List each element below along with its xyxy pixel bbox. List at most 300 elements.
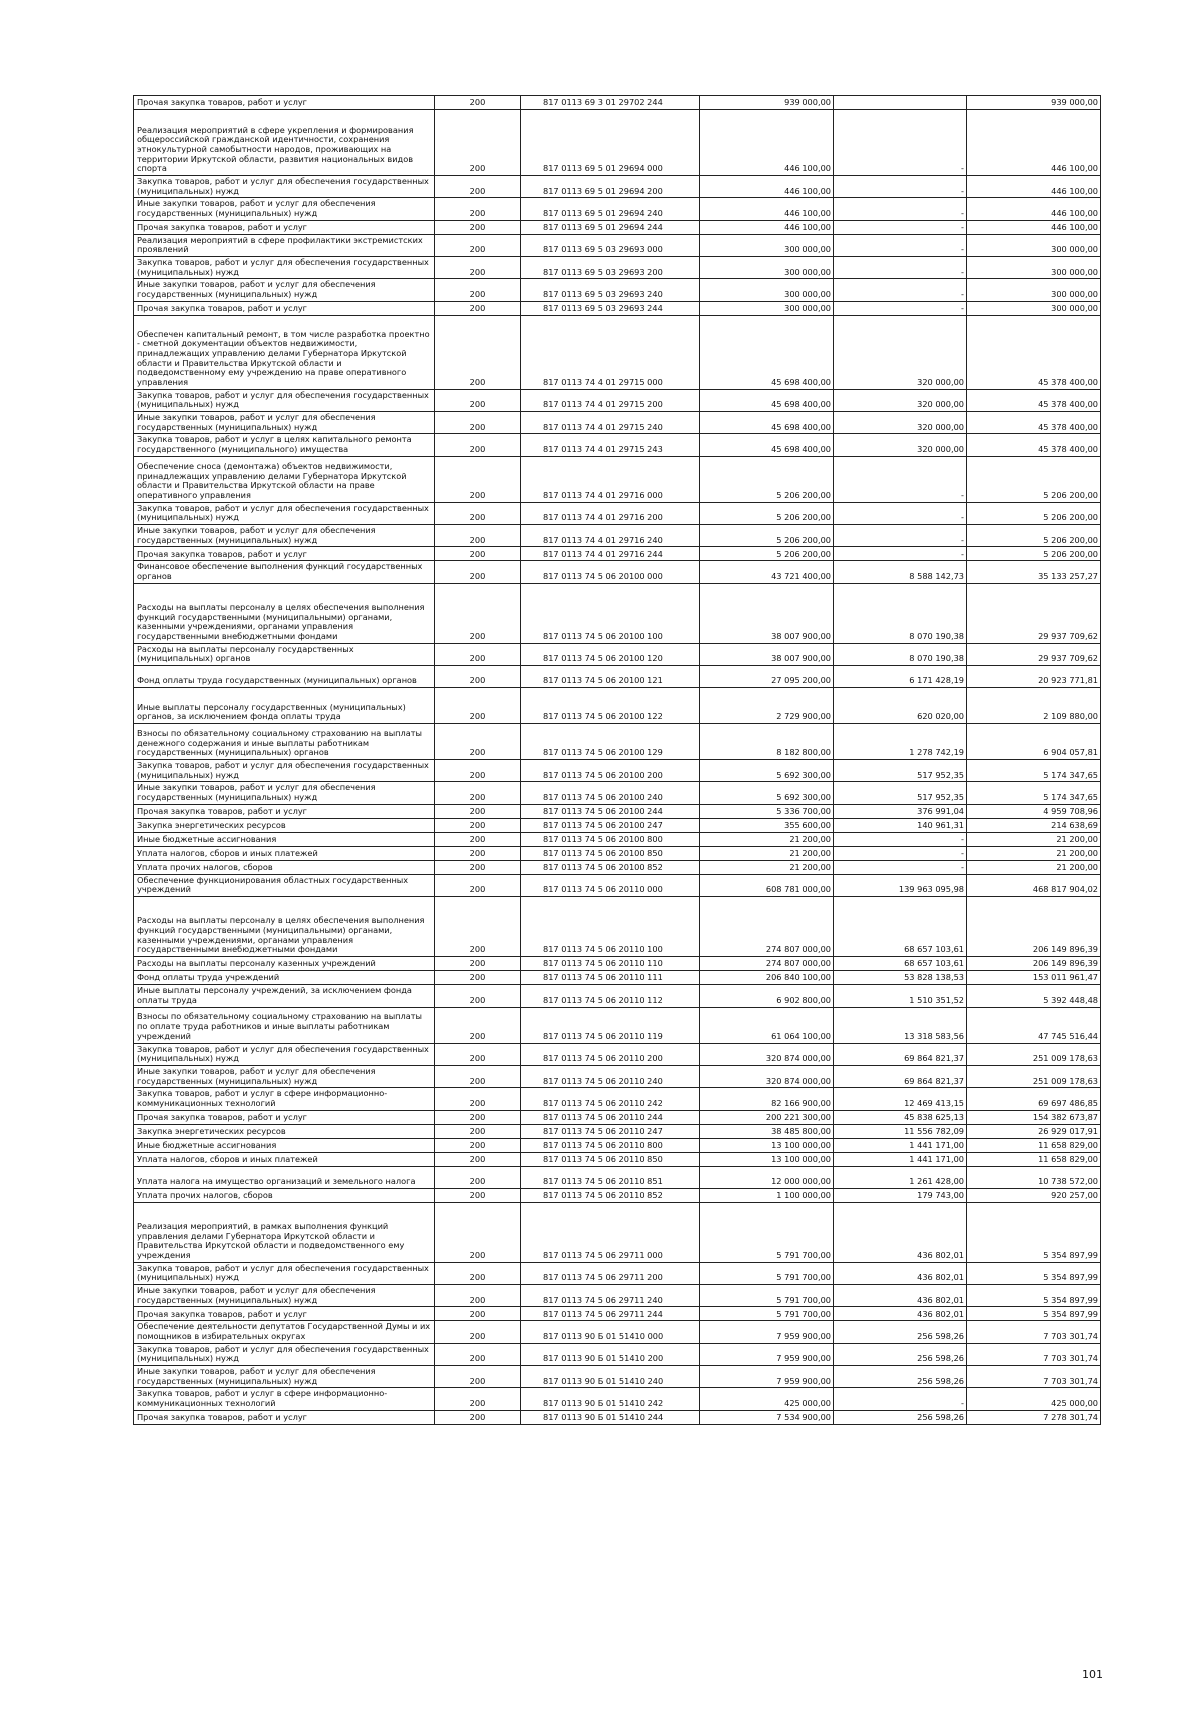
cell-name: Обеспечение функционирования областных государственных учреждений: [134, 874, 435, 896]
cell-code: 817 0113 69 3 01 29702 244: [521, 96, 700, 110]
cell-executed: -: [834, 860, 967, 874]
cell-name: Иные закупки товаров, работ и услуг для обеспечения государственных (муниципальных) нужд: [134, 279, 435, 301]
cell-approved: 21 200,00: [700, 860, 834, 874]
cell-line: 200: [435, 1410, 521, 1424]
cell-code: 817 0113 74 5 06 20110 000: [521, 874, 700, 896]
table-body: [134, 96, 1101, 1425]
table-row: [134, 525, 1101, 547]
cell-approved: 355 600,00: [700, 818, 834, 832]
table-row: [134, 583, 1101, 643]
cell-remaining: 2 109 880,00: [967, 688, 1101, 724]
cell-line: 200: [435, 525, 521, 547]
cell-line: 200: [435, 804, 521, 818]
cell-approved: 45 698 400,00: [700, 412, 834, 434]
table-row: [134, 412, 1101, 434]
table-row: [134, 971, 1101, 985]
table-row: [134, 561, 1101, 583]
cell-code: 817 0113 74 5 06 20100 852: [521, 860, 700, 874]
cell-code: 817 0113 74 5 06 20110 240: [521, 1065, 700, 1087]
cell-code: 817 0113 90 Б 01 51410 242: [521, 1388, 700, 1410]
cell-approved: 45 698 400,00: [700, 315, 834, 389]
cell-executed: 45 838 625,13: [834, 1110, 967, 1124]
cell-remaining: 920 257,00: [967, 1188, 1101, 1202]
cell-line: 200: [435, 724, 521, 760]
cell-approved: 5 206 200,00: [700, 502, 834, 524]
cell-executed: 517 952,35: [834, 782, 967, 804]
table-row: [134, 957, 1101, 971]
cell-name: Уплата прочих налогов, сборов: [134, 860, 435, 874]
table-row: [134, 315, 1101, 389]
cell-code: 817 0113 74 5 06 20110 119: [521, 1007, 700, 1043]
cell-code: 817 0113 74 5 06 20100 100: [521, 583, 700, 643]
cell-name: Взносы по обязательному социальному страхованию на выплаты по оплате труда работников и иные выплаты работникам учреждений: [134, 1007, 435, 1043]
cell-executed: -: [834, 456, 967, 502]
cell-executed: 256 598,26: [834, 1343, 967, 1365]
cell-executed: 69 864 821,37: [834, 1043, 967, 1065]
cell-code: 817 0113 74 5 06 29711 200: [521, 1262, 700, 1284]
cell-name: Иные закупки товаров, работ и услуг для обеспечения государственных (муниципальных) нужд: [134, 1065, 435, 1087]
table-row: [134, 832, 1101, 846]
cell-name: Иные закупки товаров, работ и услуг для обеспечения государственных (муниципальных) нужд: [134, 782, 435, 804]
cell-line: 200: [435, 897, 521, 957]
table-row: [134, 1343, 1101, 1365]
table-row: [134, 1188, 1101, 1202]
table-row: [134, 502, 1101, 524]
cell-approved: 27 095 200,00: [700, 666, 834, 688]
cell-code: 817 0113 69 5 03 29693 200: [521, 257, 700, 279]
cell-remaining: 7 278 301,74: [967, 1410, 1101, 1424]
cell-name: Прочая закупка товаров, работ и услуг: [134, 96, 435, 110]
cell-remaining: 45 378 400,00: [967, 412, 1101, 434]
cell-remaining: 446 100,00: [967, 220, 1101, 234]
cell-code: 817 0113 74 5 06 20100 850: [521, 846, 700, 860]
cell-remaining: 5 174 347,65: [967, 782, 1101, 804]
cell-line: 200: [435, 688, 521, 724]
cell-line: 200: [435, 643, 521, 665]
table-row: [134, 1321, 1101, 1343]
cell-executed: 256 598,26: [834, 1410, 967, 1424]
cell-remaining: 11 658 829,00: [967, 1138, 1101, 1152]
table-row: [134, 1410, 1101, 1424]
cell-line: 200: [435, 860, 521, 874]
cell-approved: 5 791 700,00: [700, 1284, 834, 1306]
cell-code: 817 0113 74 5 06 20100 247: [521, 818, 700, 832]
cell-code: 817 0113 74 5 06 20110 850: [521, 1152, 700, 1166]
cell-remaining: 6 904 057,81: [967, 724, 1101, 760]
cell-remaining: 45 378 400,00: [967, 389, 1101, 411]
cell-executed: 1 278 742,19: [834, 724, 967, 760]
cell-line: 200: [435, 971, 521, 985]
cell-approved: 6 902 800,00: [700, 985, 834, 1007]
table-row: [134, 643, 1101, 665]
cell-remaining: 5 354 897,99: [967, 1202, 1101, 1262]
cell-remaining: 45 378 400,00: [967, 315, 1101, 389]
cell-name: Иные закупки товаров, работ и услуг для обеспечения государственных (муниципальных) нужд: [134, 198, 435, 220]
cell-line: 200: [435, 234, 521, 256]
cell-remaining: 45 378 400,00: [967, 434, 1101, 456]
cell-code: 817 0113 74 5 06 20100 244: [521, 804, 700, 818]
cell-approved: 13 100 000,00: [700, 1138, 834, 1152]
cell-executed: 320 000,00: [834, 412, 967, 434]
cell-name: Закупка товаров, работ и услуг в сфере информационно-коммуникационных технологий: [134, 1388, 435, 1410]
cell-remaining: 10 738 572,00: [967, 1166, 1101, 1188]
table-row: [134, 1307, 1101, 1321]
cell-approved: 939 000,00: [700, 96, 834, 110]
cell-name: Закупка энергетических ресурсов: [134, 818, 435, 832]
table-row: [134, 782, 1101, 804]
cell-executed: 320 000,00: [834, 434, 967, 456]
cell-code: 817 0113 74 5 06 29711 240: [521, 1284, 700, 1306]
cell-name: Иные закупки товаров, работ и услуг для обеспечения государственных (муниципальных) нужд: [134, 412, 435, 434]
table-row: [134, 220, 1101, 234]
cell-line: 200: [435, 832, 521, 846]
cell-executed: -: [834, 502, 967, 524]
cell-approved: 82 166 900,00: [700, 1088, 834, 1110]
cell-remaining: 300 000,00: [967, 279, 1101, 301]
cell-code: 817 0113 74 5 06 20100 200: [521, 760, 700, 782]
cell-name: Фонд оплаты труда государственных (муниципальных) органов: [134, 666, 435, 688]
cell-code: 817 0113 74 4 01 29715 000: [521, 315, 700, 389]
cell-code: 817 0113 74 4 01 29715 200: [521, 389, 700, 411]
cell-remaining: 5 206 200,00: [967, 456, 1101, 502]
cell-line: 200: [435, 547, 521, 561]
cell-name: Обеспечен капитальный ремонт, в том числе разработка проектно - сметной документации объектов недвижимости, принадлежащих управлению делами Губернатора Иркутской области и Правительства Иркутской области и подведомственному ему учреждению на праве оперативного управления: [134, 315, 435, 389]
table-row: [134, 985, 1101, 1007]
cell-approved: 13 100 000,00: [700, 1152, 834, 1166]
cell-name: Прочая закупка товаров, работ и услуг: [134, 547, 435, 561]
cell-approved: 5 791 700,00: [700, 1262, 834, 1284]
cell-remaining: 5 174 347,65: [967, 760, 1101, 782]
cell-code: 817 0113 69 5 03 29693 240: [521, 279, 700, 301]
cell-line: 200: [435, 389, 521, 411]
cell-remaining: 214 638,69: [967, 818, 1101, 832]
cell-remaining: 300 000,00: [967, 257, 1101, 279]
cell-line: 200: [435, 1262, 521, 1284]
cell-name: Фонд оплаты труда учреждений: [134, 971, 435, 985]
cell-line: 200: [435, 1343, 521, 1365]
cell-line: 200: [435, 1152, 521, 1166]
cell-remaining: 7 703 301,74: [967, 1365, 1101, 1387]
cell-code: 817 0113 74 4 01 29716 244: [521, 547, 700, 561]
cell-approved: 7 534 900,00: [700, 1410, 834, 1424]
table-row: [134, 1007, 1101, 1043]
table-row: [134, 1110, 1101, 1124]
cell-code: 817 0113 74 4 01 29716 000: [521, 456, 700, 502]
cell-line: 200: [435, 502, 521, 524]
cell-executed: 6 171 428,19: [834, 666, 967, 688]
cell-line: 200: [435, 279, 521, 301]
cell-approved: 446 100,00: [700, 110, 834, 176]
cell-line: 200: [435, 1388, 521, 1410]
table-row: [134, 874, 1101, 896]
cell-remaining: 468 817 904,02: [967, 874, 1101, 896]
cell-line: 200: [435, 96, 521, 110]
cell-approved: 21 200,00: [700, 846, 834, 860]
cell-executed: 436 802,01: [834, 1202, 967, 1262]
cell-executed: 620 020,00: [834, 688, 967, 724]
cell-line: 200: [435, 176, 521, 198]
cell-code: 817 0113 69 5 01 29694 240: [521, 198, 700, 220]
table-row: [134, 96, 1101, 110]
cell-remaining: 300 000,00: [967, 301, 1101, 315]
cell-line: 200: [435, 434, 521, 456]
cell-executed: -: [834, 846, 967, 860]
cell-remaining: 35 133 257,27: [967, 561, 1101, 583]
table-row: [134, 760, 1101, 782]
cell-name: Иные бюджетные ассигнования: [134, 1138, 435, 1152]
table-row: [134, 818, 1101, 832]
table-row: [134, 1284, 1101, 1306]
cell-name: Уплата прочих налогов, сборов: [134, 1188, 435, 1202]
table-row: [134, 1388, 1101, 1410]
cell-approved: 300 000,00: [700, 279, 834, 301]
cell-executed: 69 864 821,37: [834, 1065, 967, 1087]
cell-line: 200: [435, 257, 521, 279]
cell-line: 200: [435, 1202, 521, 1262]
cell-name: Закупка товаров, работ и услуг для обеспечения государственных (муниципальных) нужд: [134, 502, 435, 524]
cell-executed: 436 802,01: [834, 1307, 967, 1321]
cell-remaining: 21 200,00: [967, 832, 1101, 846]
cell-line: 200: [435, 957, 521, 971]
cell-line: 200: [435, 1166, 521, 1188]
cell-approved: 5 206 200,00: [700, 456, 834, 502]
cell-remaining: 7 703 301,74: [967, 1343, 1101, 1365]
cell-approved: 300 000,00: [700, 301, 834, 315]
cell-name: Закупка товаров, работ и услуг в сфере информационно-коммуникационных технологий: [134, 1088, 435, 1110]
cell-approved: 45 698 400,00: [700, 434, 834, 456]
cell-approved: 446 100,00: [700, 220, 834, 234]
cell-name: Реализация мероприятий в сфере укрепления и формирования общероссийской гражданской идентичности, сохранения этнокультурной самобытности народов, проживающих на территории Иркутской области, развития национальных видов спорта: [134, 110, 435, 176]
cell-executed: 12 469 413,15: [834, 1088, 967, 1110]
table-row: [134, 1088, 1101, 1110]
cell-name: Закупка товаров, работ и услуг для обеспечения государственных (муниципальных) нужд: [134, 1343, 435, 1365]
cell-remaining: 29 937 709,62: [967, 583, 1101, 643]
cell-executed: 68 657 103,61: [834, 957, 967, 971]
cell-code: 817 0113 74 5 06 20110 244: [521, 1110, 700, 1124]
cell-approved: 5 791 700,00: [700, 1307, 834, 1321]
table-row: [134, 724, 1101, 760]
table-row: [134, 434, 1101, 456]
cell-remaining: 251 009 178,63: [967, 1043, 1101, 1065]
cell-name: Расходы на выплаты персоналу государственных (муниципальных) органов: [134, 643, 435, 665]
cell-approved: 12 000 000,00: [700, 1166, 834, 1188]
table-row: [134, 1043, 1101, 1065]
cell-remaining: 5 206 200,00: [967, 547, 1101, 561]
cell-name: Закупка товаров, работ и услуг для обеспечения государственных (муниципальных) нужд: [134, 257, 435, 279]
cell-executed: -: [834, 525, 967, 547]
cell-line: 200: [435, 315, 521, 389]
cell-executed: -: [834, 234, 967, 256]
cell-name: Уплата налогов, сборов и иных платежей: [134, 1152, 435, 1166]
cell-code: 817 0113 74 5 06 20100 240: [521, 782, 700, 804]
cell-code: 817 0113 74 5 06 20110 800: [521, 1138, 700, 1152]
cell-line: 200: [435, 666, 521, 688]
cell-name: Финансовое обеспечение выполнения функций государственных органов: [134, 561, 435, 583]
cell-code: 817 0113 74 5 06 20110 100: [521, 897, 700, 957]
cell-name: Закупка товаров, работ и услуг в целях капитального ремонта государственного (муниципального) имущества: [134, 434, 435, 456]
table-row: [134, 198, 1101, 220]
cell-executed: -: [834, 198, 967, 220]
cell-approved: 43 721 400,00: [700, 561, 834, 583]
cell-name: Расходы на выплаты персоналу казенных учреждений: [134, 957, 435, 971]
cell-remaining: 206 149 896,39: [967, 897, 1101, 957]
cell-remaining: 446 100,00: [967, 176, 1101, 198]
cell-approved: 300 000,00: [700, 234, 834, 256]
cell-name: Иные выплаты персоналу государственных (муниципальных) органов, за исключением фонда оплаты труда: [134, 688, 435, 724]
cell-code: 817 0113 74 4 01 29716 240: [521, 525, 700, 547]
cell-remaining: 206 149 896,39: [967, 957, 1101, 971]
cell-line: 200: [435, 846, 521, 860]
cell-name: Иные выплаты персоналу учреждений, за исключением фонда оплаты труда: [134, 985, 435, 1007]
cell-name: Реализация мероприятий в сфере профилактики экстремистских проявлений: [134, 234, 435, 256]
cell-name: Закупка товаров, работ и услуг для обеспечения государственных (муниципальных) нужд: [134, 1043, 435, 1065]
cell-code: 817 0113 74 5 06 20100 000: [521, 561, 700, 583]
cell-remaining: 69 697 486,85: [967, 1088, 1101, 1110]
table-row: [134, 1202, 1101, 1262]
cell-remaining: 251 009 178,63: [967, 1065, 1101, 1087]
cell-remaining: 5 206 200,00: [967, 525, 1101, 547]
cell-name: Прочая закупка товаров, работ и услуг: [134, 1110, 435, 1124]
cell-name: Прочая закупка товаров, работ и услуг: [134, 1410, 435, 1424]
cell-line: 200: [435, 782, 521, 804]
cell-executed: 1 261 428,00: [834, 1166, 967, 1188]
table-row: [134, 110, 1101, 176]
cell-executed: -: [834, 220, 967, 234]
cell-executed: 8 070 190,38: [834, 583, 967, 643]
cell-approved: 5 206 200,00: [700, 547, 834, 561]
cell-line: 200: [435, 220, 521, 234]
cell-code: 817 0113 74 5 06 20110 200: [521, 1043, 700, 1065]
table-row: [134, 279, 1101, 301]
cell-approved: 446 100,00: [700, 198, 834, 220]
cell-code: 817 0113 74 5 06 20100 800: [521, 832, 700, 846]
cell-executed: 8 070 190,38: [834, 643, 967, 665]
cell-executed: 517 952,35: [834, 760, 967, 782]
cell-code: 817 0113 90 Б 01 51410 000: [521, 1321, 700, 1343]
cell-remaining: 5 354 897,99: [967, 1262, 1101, 1284]
table-row: [134, 234, 1101, 256]
page-number: 101: [1082, 1668, 1103, 1681]
cell-line: 200: [435, 456, 521, 502]
cell-remaining: 446 100,00: [967, 198, 1101, 220]
cell-name: Расходы на выплаты персоналу в целях обеспечения выполнения функций государственными (муниципальными) органами, казенными учреждениями, органами управления государственными внебюджетными фондами: [134, 897, 435, 957]
cell-code: 817 0113 74 5 06 20100 122: [521, 688, 700, 724]
table-row: [134, 1166, 1101, 1188]
cell-code: 817 0113 74 5 06 20100 121: [521, 666, 700, 688]
cell-name: Иные закупки товаров, работ и услуг для обеспечения государственных (муниципальных) нужд: [134, 1284, 435, 1306]
table-row: [134, 897, 1101, 957]
cell-remaining: 154 382 673,87: [967, 1110, 1101, 1124]
cell-line: 200: [435, 198, 521, 220]
cell-approved: 425 000,00: [700, 1388, 834, 1410]
cell-approved: 8 182 800,00: [700, 724, 834, 760]
cell-name: Закупка энергетических ресурсов: [134, 1124, 435, 1138]
cell-remaining: 5 354 897,99: [967, 1307, 1101, 1321]
cell-approved: 7 959 900,00: [700, 1343, 834, 1365]
cell-approved: 38 007 900,00: [700, 643, 834, 665]
cell-approved: 61 064 100,00: [700, 1007, 834, 1043]
cell-approved: 1 100 000,00: [700, 1188, 834, 1202]
cell-executed: -: [834, 279, 967, 301]
cell-line: 200: [435, 301, 521, 315]
cell-code: 817 0113 69 5 03 29693 000: [521, 234, 700, 256]
cell-executed: -: [834, 176, 967, 198]
cell-remaining: 4 959 708,96: [967, 804, 1101, 818]
table-row: [134, 846, 1101, 860]
cell-executed: 13 318 583,56: [834, 1007, 967, 1043]
cell-executed: 53 828 138,53: [834, 971, 967, 985]
cell-remaining: 153 011 961,47: [967, 971, 1101, 985]
cell-executed: 320 000,00: [834, 389, 967, 411]
cell-code: 817 0113 74 5 06 20110 112: [521, 985, 700, 1007]
cell-approved: 608 781 000,00: [700, 874, 834, 896]
cell-approved: 200 221 300,00: [700, 1110, 834, 1124]
cell-executed: 256 598,26: [834, 1365, 967, 1387]
cell-code: 817 0113 90 Б 01 51410 244: [521, 1410, 700, 1424]
cell-approved: 5 692 300,00: [700, 782, 834, 804]
cell-line: 200: [435, 1110, 521, 1124]
cell-line: 200: [435, 760, 521, 782]
cell-executed: -: [834, 547, 967, 561]
cell-approved: 446 100,00: [700, 176, 834, 198]
table-row: [134, 257, 1101, 279]
cell-line: 200: [435, 874, 521, 896]
table-row: [134, 1152, 1101, 1166]
cell-executed: 68 657 103,61: [834, 897, 967, 957]
cell-name: Прочая закупка товаров, работ и услуг: [134, 1307, 435, 1321]
cell-line: 200: [435, 110, 521, 176]
cell-line: 200: [435, 1321, 521, 1343]
table-row: [134, 547, 1101, 561]
cell-executed: 140 961,31: [834, 818, 967, 832]
cell-executed: 256 598,26: [834, 1321, 967, 1343]
cell-remaining: 7 703 301,74: [967, 1321, 1101, 1343]
cell-code: 817 0113 74 4 01 29715 240: [521, 412, 700, 434]
cell-executed: 376 991,04: [834, 804, 967, 818]
table-row: [134, 456, 1101, 502]
cell-executed: [834, 96, 967, 110]
cell-line: 200: [435, 1188, 521, 1202]
cell-line: 200: [435, 583, 521, 643]
cell-approved: 5 206 200,00: [700, 525, 834, 547]
cell-code: 817 0113 74 5 06 20100 120: [521, 643, 700, 665]
cell-remaining: 21 200,00: [967, 846, 1101, 860]
cell-remaining: 446 100,00: [967, 110, 1101, 176]
cell-code: 817 0113 74 4 01 29715 243: [521, 434, 700, 456]
cell-executed: 8 588 142,73: [834, 561, 967, 583]
cell-code: 817 0113 69 5 01 29694 244: [521, 220, 700, 234]
table-row: [134, 1138, 1101, 1152]
cell-name: Иные бюджетные ассигнования: [134, 832, 435, 846]
cell-executed: 1 510 351,52: [834, 985, 967, 1007]
cell-code: 817 0113 74 5 06 20110 247: [521, 1124, 700, 1138]
cell-code: 817 0113 69 5 01 29694 000: [521, 110, 700, 176]
cell-approved: 320 874 000,00: [700, 1043, 834, 1065]
cell-line: 200: [435, 985, 521, 1007]
cell-line: 200: [435, 412, 521, 434]
table-row: [134, 1065, 1101, 1087]
cell-line: 200: [435, 1138, 521, 1152]
cell-approved: 274 807 000,00: [700, 957, 834, 971]
cell-executed: -: [834, 832, 967, 846]
cell-executed: 1 441 171,00: [834, 1138, 967, 1152]
cell-executed: 320 000,00: [834, 315, 967, 389]
cell-remaining: 5 354 897,99: [967, 1284, 1101, 1306]
cell-remaining: 5 392 448,48: [967, 985, 1101, 1007]
cell-name: Прочая закупка товаров, работ и услуг: [134, 804, 435, 818]
cell-approved: 2 729 900,00: [700, 688, 834, 724]
cell-name: Закупка товаров, работ и услуг для обеспечения государственных (муниципальных) нужд: [134, 389, 435, 411]
